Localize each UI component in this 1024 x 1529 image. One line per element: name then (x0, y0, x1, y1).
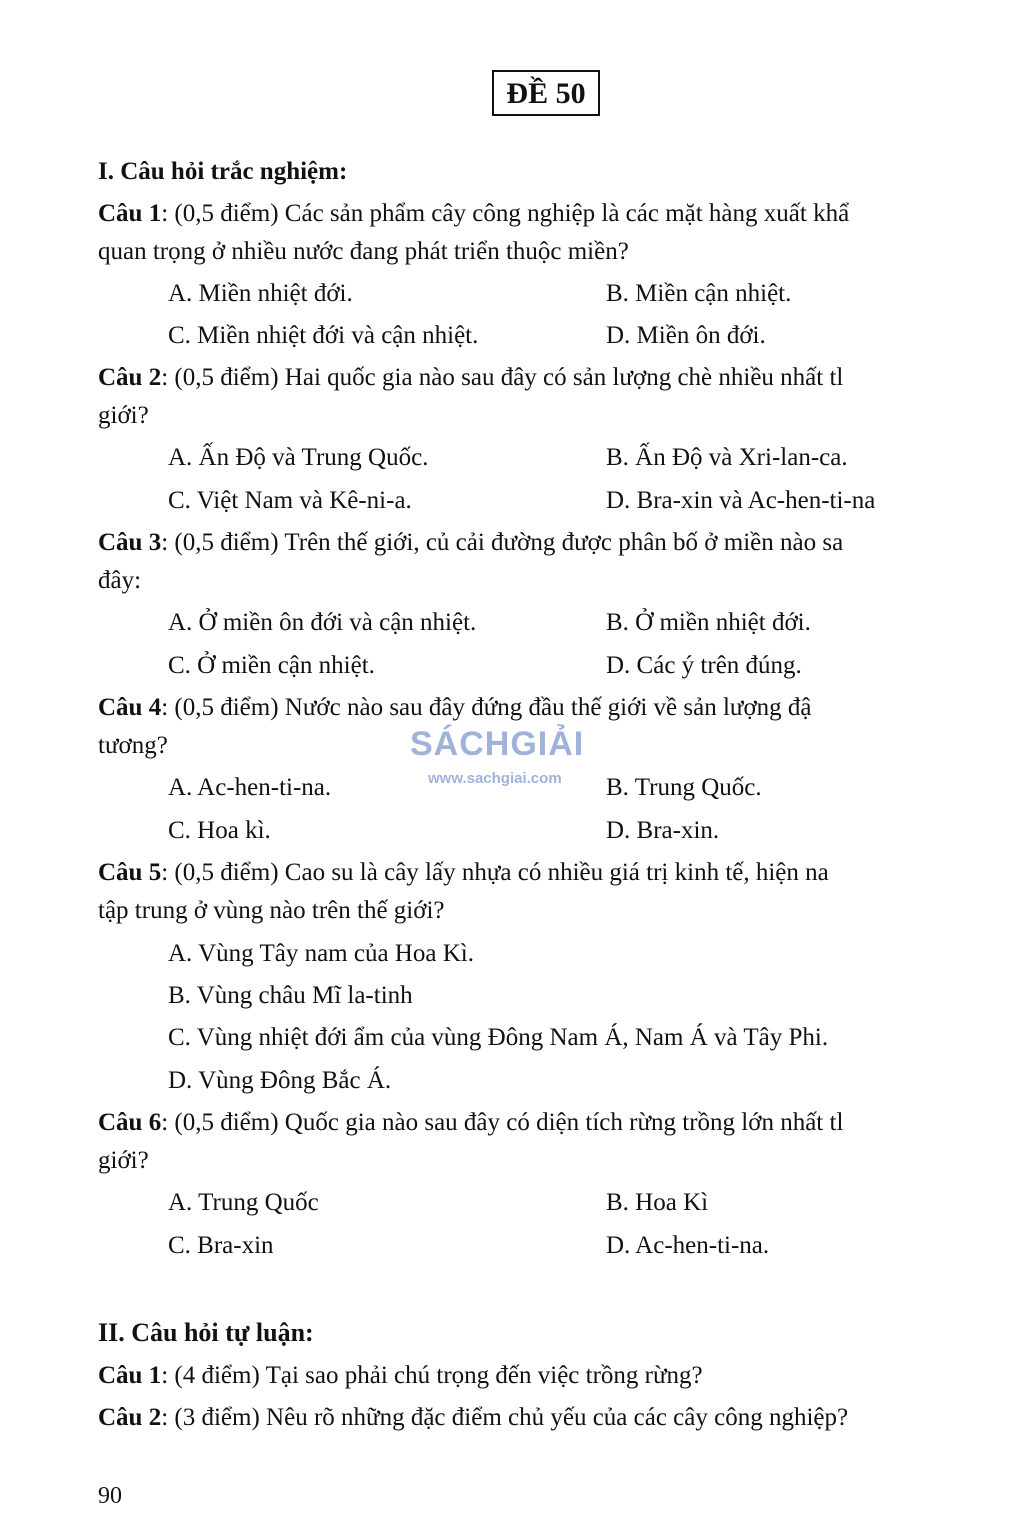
question-label: Câu 4 (98, 694, 162, 721)
option-d: D. Bra-xin và Ac-hen-ti-na (606, 487, 876, 514)
option-d: D. Ac-hen-ti-na. (606, 1232, 770, 1259)
question-2-line-1 (98, 361, 990, 395)
question-3-line-2: đây: (98, 567, 142, 594)
section1-heading: I. Câu hỏi trắc nghiệm: (98, 158, 348, 185)
option-d: D. Miền ôn đới. (606, 322, 766, 349)
section2-heading: II. Câu hỏi tự luận: (98, 1318, 314, 1347)
question-label: Câu 1 (98, 200, 162, 227)
watermark-url: www.sachgiai.com (428, 770, 562, 787)
sachgiai-watermark (410, 725, 620, 815)
essay-question-2 (98, 1401, 990, 1435)
question-1-line-2: quan trọng ở nhiều nước đang phát triển thuộc miền? (98, 238, 629, 265)
option-a: A. Miền nhiệt đới. (168, 280, 353, 307)
option-b: B. Ở miền nhiệt đới. (606, 609, 811, 636)
option-d: D. Bra-xin. (606, 817, 720, 844)
question-text: : (3 điểm) Nêu rõ những đặc điểm chủ yếu của các cây công nghiệp? (161, 1404, 849, 1431)
option-a: A. Ấn Độ và Trung Quốc. (168, 444, 429, 471)
question-5-line-2: tập trung ở vùng nào trên thế giới? (98, 897, 445, 924)
question-4-line-1 (98, 691, 990, 725)
question-3-line-1 (98, 526, 990, 560)
option-c: C. Bra-xin (168, 1232, 274, 1259)
option-d: D. Các ý trên đúng. (606, 652, 802, 679)
option-d: D. Vùng Đông Bắc Á. (168, 1067, 392, 1094)
option-b: B. Miền cận nhiệt. (606, 280, 792, 307)
option-b: B. Trung Quốc. (606, 774, 762, 801)
question-label: Câu 6 (98, 1109, 162, 1136)
option-c: C. Ở miền cận nhiệt. (168, 652, 375, 679)
question-2-line-2: giới? (98, 402, 149, 429)
option-a: A. Trung Quốc (168, 1189, 319, 1216)
option-c: C. Vùng nhiệt đới ẩm của vùng Đông Nam Á, Nam Á và Tây Phi. (168, 1024, 829, 1051)
option-c: C. Việt Nam và Kê-ni-a. (168, 487, 412, 514)
option-a: A. Ac-hen-ti-na. (168, 774, 332, 801)
page-number: 90 (98, 1483, 122, 1509)
question-6-line-1 (98, 1106, 990, 1140)
question-text: : (0,5 điểm) Hai quốc gia nào sau đây có sản lượng chè nhiều nhất tl (161, 364, 844, 391)
watermark-logo: SÁCHGIẢI (410, 725, 585, 763)
question-text: : (0,5 điểm) Các sản phẩm cây công nghiệp là các mặt hàng xuất khẩ (161, 200, 850, 227)
question-label: Câu 1 (98, 1362, 162, 1389)
question-text: : (0,5 điểm) Cao su là cây lấy nhựa có nhiều giá trị kinh tế, hiện na (161, 859, 829, 886)
question-4-line-2: tương? (98, 732, 168, 759)
option-c: C. Hoa kì. (168, 817, 271, 844)
question-text: : (4 điểm) Tại sao phải chú trọng đến việc trồng rừng? (161, 1362, 703, 1389)
question-label: Câu 2 (98, 1404, 162, 1431)
question-6-line-2: giới? (98, 1147, 149, 1174)
question-text: : (0,5 điểm) Nước nào sau đây đứng đầu thế giới về sản lượng đậ (161, 694, 812, 721)
question-label: Câu 2 (98, 364, 162, 391)
option-c: C. Miền nhiệt đới và cận nhiệt. (168, 322, 479, 349)
question-5-line-1 (98, 856, 990, 890)
question-label: Câu 3 (98, 529, 162, 556)
question-1-line-1 (98, 197, 990, 231)
option-b: B. Ấn Độ và Xri-lan-ca. (606, 444, 848, 471)
option-a: A. Ở miền ôn đới và cận nhiệt. (168, 609, 477, 636)
essay-question-1 (98, 1359, 990, 1393)
option-a: A. Vùng Tây nam của Hoa Kì. (168, 940, 474, 967)
question-text: : (0,5 điểm) Quốc gia nào sau đây có diện tích rừng trồng lớn nhất tl (161, 1109, 844, 1136)
question-text: : (0,5 điểm) Trên thế giới, củ cải đường được phân bố ở miền nào sa (161, 529, 844, 556)
option-b: B. Vùng châu Mĩ la-tinh (168, 982, 413, 1009)
question-label: Câu 5 (98, 859, 162, 886)
exam-title: ĐỀ 50 (492, 70, 600, 116)
option-b: B. Hoa Kì (606, 1189, 709, 1216)
